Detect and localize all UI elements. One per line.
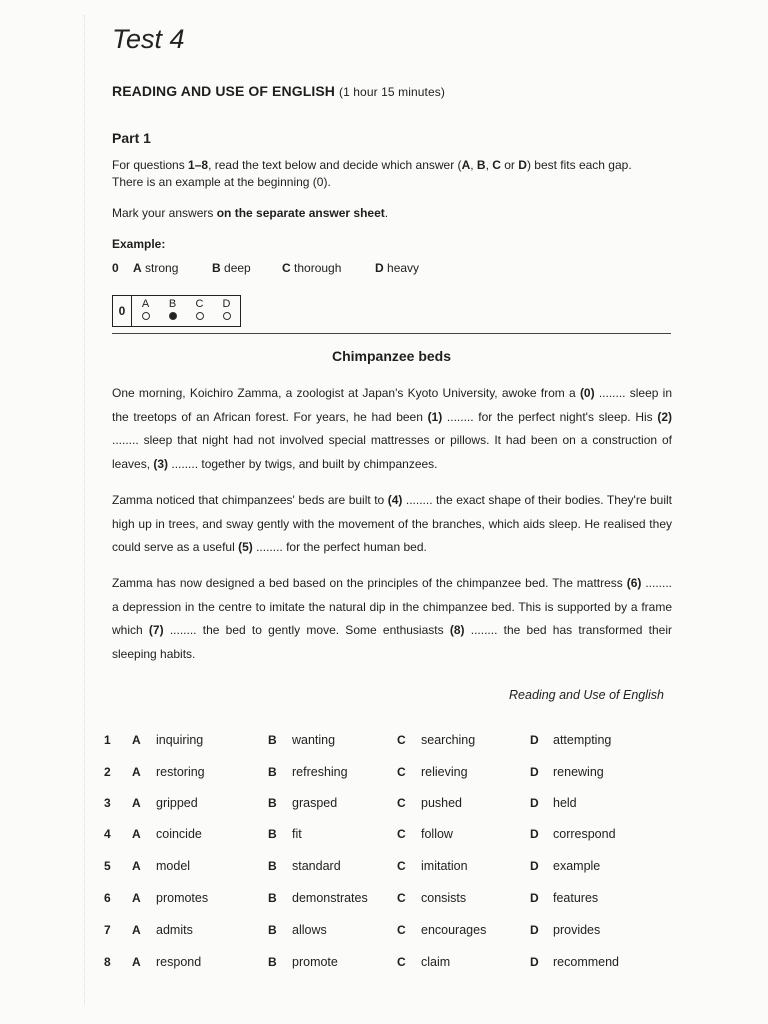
- option-word-a: restoring: [156, 765, 205, 779]
- option-word-d: correspond: [553, 827, 616, 841]
- option-letter-c: C: [397, 955, 406, 969]
- story-text: ........ the exact shape of their bodies. They're built high up in trees, and sway gently with the movement of the branches, which aids sleep. He realised they could serve as a useful: [112, 493, 673, 554]
- option-word-d: example: [553, 859, 601, 873]
- option-word-b: refreshing: [292, 765, 348, 779]
- option-letter-a: A: [132, 733, 141, 747]
- answer-circle-c: [196, 312, 204, 320]
- story-paragraph-2: [112, 489, 672, 560]
- option-word-d: provides: [553, 923, 601, 937]
- option-word-a: coincide: [156, 827, 202, 841]
- option-letter-d: D: [530, 827, 539, 841]
- story-text: ........ a depression in the centre to imitate the natural dip in the chimpanzee bed. This is supported by a frame which: [112, 576, 672, 637]
- option-word-b: grasped: [292, 796, 338, 810]
- answer-circle-b: [169, 312, 177, 320]
- example-option-c: C thorough: [282, 261, 342, 275]
- option-letter-d: D: [530, 955, 539, 969]
- option-word-c: searching: [421, 733, 476, 747]
- story-text: ........ the bed has transformed their sleeping habits.: [112, 623, 672, 661]
- part-heading: Part 1: [112, 130, 151, 146]
- option-word-c: encourages: [421, 923, 487, 937]
- example-option-b: B deep: [212, 261, 251, 275]
- gap-number: (7): [148, 623, 164, 637]
- option-word-a: admits: [156, 923, 193, 937]
- option-word-b: promote: [292, 955, 338, 969]
- option-word-c: follow: [421, 827, 453, 841]
- option-word-b: allows: [292, 923, 327, 937]
- option-word-b: fit: [292, 827, 302, 841]
- section-heading: [112, 83, 445, 99]
- option-letter-c: C: [397, 796, 406, 810]
- option-letter-c: C: [397, 923, 406, 937]
- option-word-d: recommend: [553, 955, 619, 969]
- story-text: ........ the bed to gently move. Some enthusiasts: [163, 623, 450, 637]
- option-letter-a: A: [132, 827, 141, 841]
- option-letter-c: C: [397, 733, 406, 747]
- gap-number: (3): [153, 456, 169, 471]
- option-letter-d: D: [530, 765, 539, 779]
- question-row: [104, 765, 684, 787]
- question-number: 8: [104, 955, 111, 969]
- option-word-a: respond: [156, 955, 202, 969]
- question-number: 3: [104, 796, 111, 810]
- question-row: [104, 859, 684, 881]
- story-text: ........ for the perfect night's sleep. His: [442, 409, 658, 424]
- mark-answers-instruction: Mark your answers on the separate answer sheet.: [112, 206, 389, 220]
- question-row: [104, 923, 684, 945]
- option-word-d: features: [553, 891, 599, 905]
- question-row: [104, 827, 684, 849]
- option-word-b: wanting: [292, 733, 336, 747]
- story-text: ........ for the perfect human bed.: [252, 540, 427, 554]
- question-row: [104, 955, 684, 977]
- gap-number: (4): [387, 493, 403, 507]
- option-word-c: imitation: [421, 859, 468, 873]
- story-text: Zamma has now designed a bed based on the principles of the chimpanzee bed. The mattress: [112, 576, 627, 590]
- question-number: 6: [104, 891, 111, 905]
- story-title: Chimpanzee beds: [331, 348, 452, 364]
- gap-number: (8): [449, 623, 465, 637]
- answer-box-option-c: C: [186, 296, 213, 326]
- option-letter-b: B: [268, 827, 277, 841]
- example-option-a: A strong: [133, 261, 179, 275]
- option-word-b: standard: [292, 859, 341, 873]
- story-text: Zamma noticed that chimpanzees' beds are built to: [112, 493, 388, 507]
- question-row: [104, 796, 684, 818]
- page-margin-line: [84, 15, 91, 1005]
- option-letter-a: A: [132, 796, 141, 810]
- option-letter-b: B: [268, 765, 277, 779]
- answer-circle-d: [223, 312, 231, 320]
- option-letter-d: D: [530, 733, 539, 747]
- option-word-a: promotes: [156, 891, 209, 905]
- question-number: 1: [104, 733, 111, 747]
- answer-box-option-a: A: [132, 296, 159, 326]
- option-letter-c: C: [397, 891, 406, 905]
- story-text: ........ sleep that night had not involved special mattresses or pillows. It had been on a construction of leaves,: [112, 433, 672, 471]
- option-letter-b: B: [268, 923, 277, 937]
- footer-label: Reading and Use of English: [509, 688, 664, 702]
- test-title: Test 4: [112, 24, 185, 54]
- story-text: ........ sleep in the treetops of an African forest. For years, he had been: [112, 386, 673, 424]
- option-letter-c: C: [397, 827, 406, 841]
- story-paragraph-3: [112, 572, 672, 666]
- option-letter-b: B: [268, 955, 277, 969]
- option-word-d: renewing: [553, 765, 604, 779]
- question-number: 7: [104, 923, 111, 937]
- gap-number: (5): [238, 540, 253, 554]
- option-letter-c: C: [397, 765, 406, 779]
- question-number: 4: [104, 827, 111, 841]
- option-word-d: attempting: [553, 733, 612, 747]
- example-number: 0: [112, 261, 119, 275]
- option-word-d: held: [553, 796, 577, 810]
- option-letter-a: A: [132, 955, 141, 969]
- option-letter-a: A: [132, 859, 141, 873]
- option-letter-b: B: [268, 859, 277, 873]
- gap-number: (1): [427, 409, 443, 424]
- option-letter-a: A: [132, 923, 141, 937]
- option-word-a: gripped: [156, 796, 198, 810]
- story-paragraph-1: [112, 382, 672, 476]
- option-letter-b: B: [268, 891, 277, 905]
- question-number: 2: [104, 765, 111, 779]
- option-letter-d: D: [530, 891, 539, 905]
- option-word-c: consists: [421, 891, 467, 905]
- answer-box-option-b: B: [159, 296, 186, 326]
- option-word-c: claim: [421, 955, 451, 969]
- question-row: [104, 891, 684, 913]
- example-label: Example:: [112, 237, 166, 251]
- gap-number: (2): [657, 409, 672, 424]
- option-word-c: pushed: [421, 796, 463, 810]
- option-word-a: model: [156, 859, 191, 873]
- gap-number: (0): [579, 386, 595, 400]
- section-title: READING AND USE OF ENGLISH: [112, 83, 335, 99]
- gap-number: (6): [626, 576, 642, 590]
- option-word-a: inquiring: [156, 733, 204, 747]
- option-letter-c: C: [397, 859, 406, 873]
- section-duration: (1 hour 15 minutes): [338, 85, 445, 99]
- option-letter-a: A: [132, 765, 141, 779]
- question-row: [104, 733, 684, 755]
- option-letter-d: D: [530, 923, 539, 937]
- option-letter-d: D: [530, 859, 539, 873]
- example-answer-box: [112, 295, 241, 327]
- option-letter-b: B: [268, 733, 277, 747]
- option-letter-d: D: [530, 796, 539, 810]
- story-text: One morning, Koichiro Zamma, a zoologist at Japan's Kyoto University, awoke from a: [112, 386, 580, 400]
- answer-box-option-d: D: [213, 296, 240, 326]
- answer-circle-a: [142, 312, 150, 320]
- divider: [112, 333, 671, 334]
- example-option-d: D heavy: [375, 261, 420, 275]
- option-word-c: relieving: [421, 765, 468, 779]
- answer-box-number: 0: [113, 296, 132, 326]
- story-text: ........ together by twigs, and built by chimpanzees.: [168, 456, 438, 471]
- option-letter-a: A: [132, 891, 141, 905]
- option-word-b: demonstrates: [292, 891, 368, 905]
- instructions: For questions 1–8, read the text below and decide which answer (A, B, C or D) best fits each gap. There is an example at the beginning (0).: [112, 158, 632, 189]
- question-number: 5: [104, 859, 111, 873]
- option-letter-b: B: [268, 796, 277, 810]
